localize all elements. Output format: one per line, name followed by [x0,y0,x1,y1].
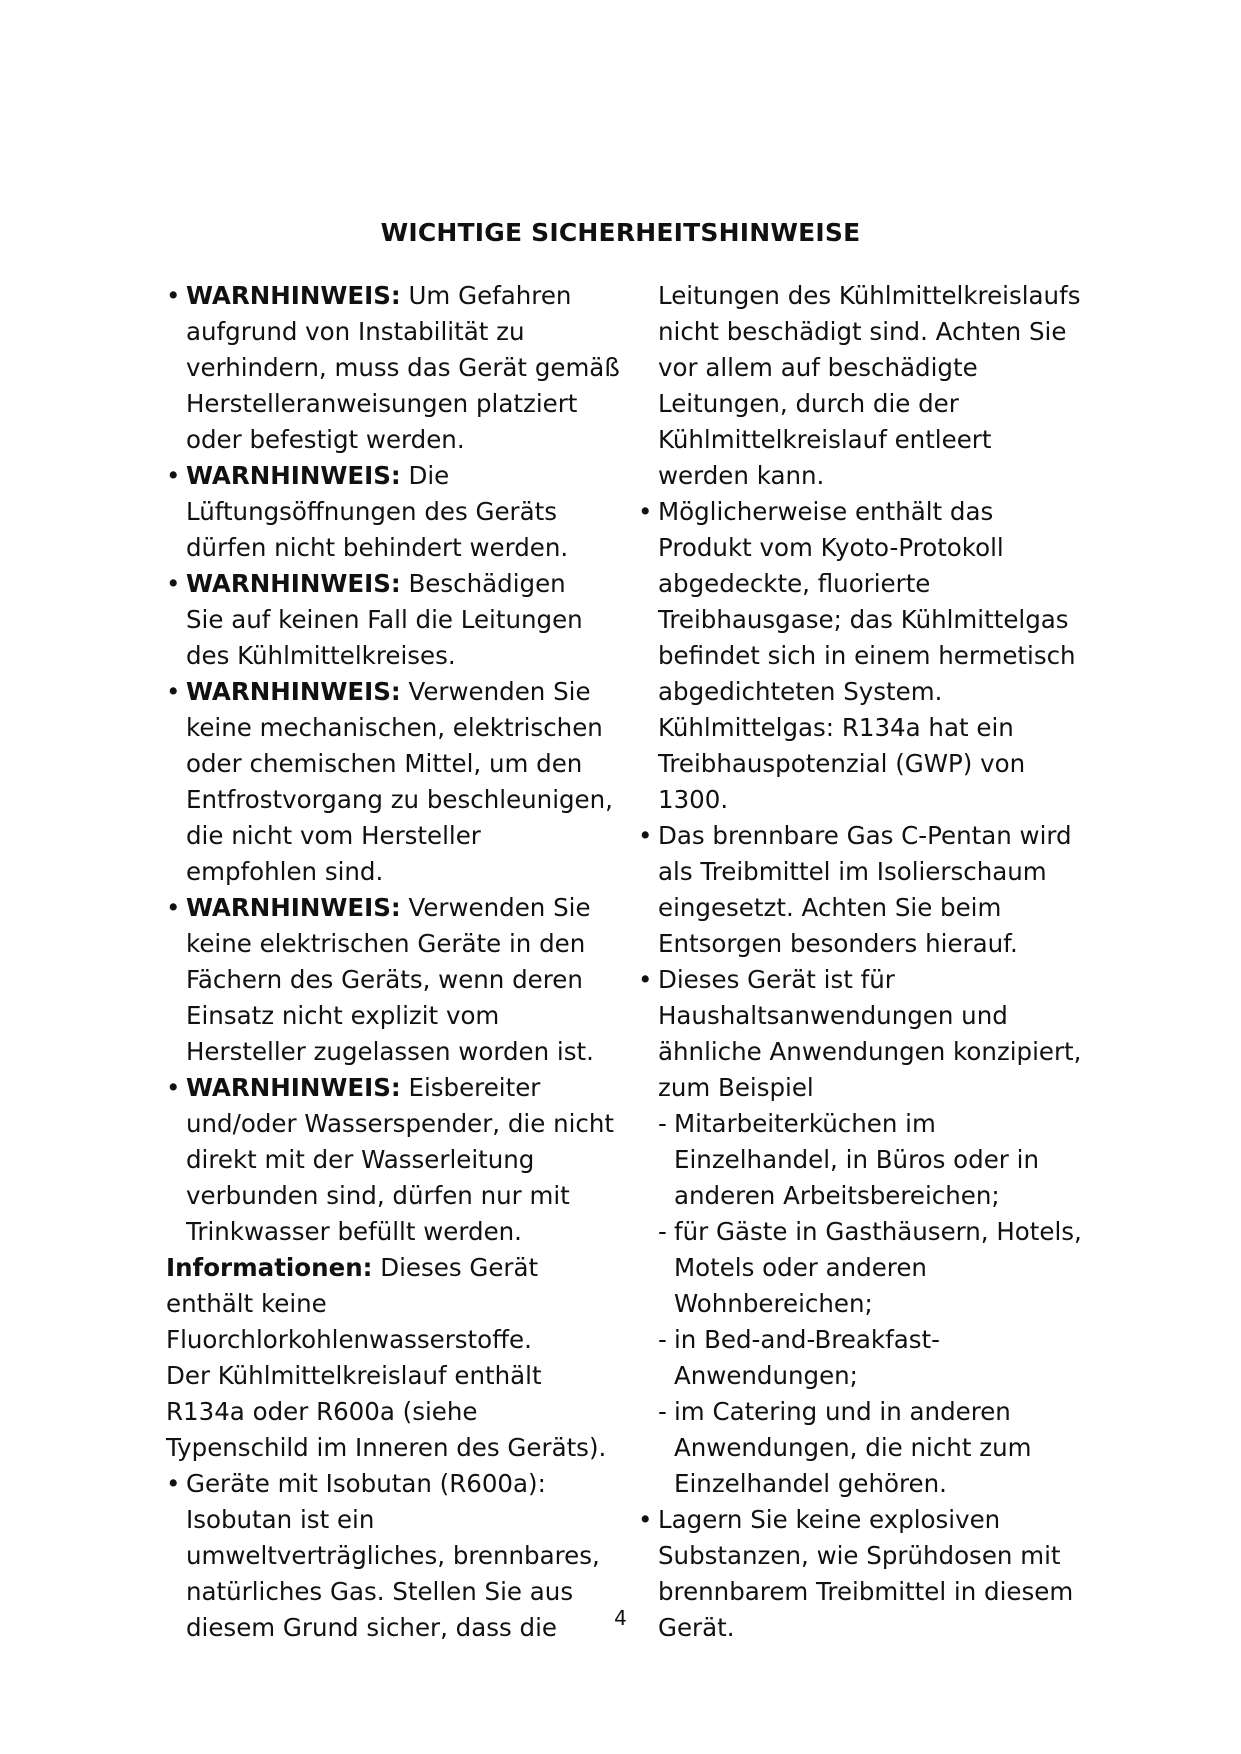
kyoto-text: abgedeckte, fluorierte [658,569,931,598]
explosive-text: brennbarem Treibmittel in diesem [658,1577,1074,1606]
warning-text: und/oder Wasserspender, die nicht [186,1109,615,1138]
warning-text: direkt mit der Wasserleitung [186,1145,535,1174]
info-text: Der Kühlmittelkreislauf enthält [166,1361,542,1390]
household-text: Dieses Gerät ist für [658,965,895,994]
dash-icon: - [658,1325,667,1354]
isobutan-text: Isobutan ist ein [186,1505,375,1534]
isobutan-text: Geräte mit Isobutan (R600a): [186,1469,546,1498]
bullet-icon: • [638,821,653,850]
example-text: Einzelhandel, in Büros oder in [674,1145,1039,1174]
kyoto-text: befindet sich in einem hermetisch [658,641,1076,670]
warning-text: Beschädigen [408,569,566,598]
page-title: WICHTIGE SICHERHEITSHINWEISE [380,218,861,247]
dash-icon: - [658,1397,667,1426]
kyoto-text: abgedichteten System. [658,677,943,706]
warning-text: keine mechanischen, elektrischen [186,713,603,742]
kyoto-text: Produkt vom Kyoto-Protokoll [658,533,1004,562]
explosive-text: Substanzen, wie Sprühdosen mit [658,1541,1061,1570]
warning-text: die nicht vom Hersteller [186,821,481,850]
pentan-text: Das brennbare Gas C-Pentan wird [658,821,1072,850]
bullet-icon: • [166,1073,181,1102]
info-text: Fluorchlorkohlenwasserstoffe. [166,1325,532,1354]
example-list-item [638,1394,1088,1502]
warning-item [166,458,626,566]
info-text: enthält keine [166,1289,327,1318]
kyoto-text: Treibhausgase; das Kühlmittelgas [658,605,1069,634]
info-text: Typenschild im Inneren des Geräts). [166,1433,607,1462]
isobutan-text: diesem Grund sicher, dass die [186,1613,557,1642]
info-label: Informationen: [166,1253,373,1282]
kyoto-text: Treibhauspotenzial (GWP) von [658,749,1026,778]
explosive-text: Lagern Sie keine explosiven [658,1505,1001,1534]
pentan-text: Entsorgen besonders hierauf. [658,929,1018,958]
example-text: Mitarbeiterküchen im [674,1109,936,1138]
warning-text: empfohlen sind. [186,857,384,886]
kyoto-text: Möglicherweise enthält das [658,497,994,526]
example-text: in Bed-and-Breakfast- [674,1325,940,1354]
warning-text: Entfrostvorgang zu beschleunigen, [186,785,613,814]
warning-text: dürfen nicht behindert werden. [186,533,569,562]
warning-text: Fächern des Geräts, wenn deren [186,965,583,994]
warning-item [166,566,626,674]
isobutan-text: umweltverträgliches, brennbares, [186,1541,600,1570]
warning-label: WARNHINWEIS: [186,569,401,598]
warning-text: Verwenden Sie [408,893,591,922]
bullet-icon: • [166,281,181,310]
example-list-item [638,1214,1088,1322]
example-text: Wohnbereichen; [674,1289,873,1318]
example-text: Einzelhandel gehören. [674,1469,947,1498]
warning-text: Herstelleranweisungen platziert [186,389,578,418]
warning-text: oder chemischen Mittel, um den [186,749,583,778]
continuation-text: nicht beschädigt sind. Achten Sie [658,317,1067,346]
warning-label: WARNHINWEIS: [186,281,401,310]
warning-text: Verwenden Sie [408,677,591,706]
kyoto-text: Kühlmittelgas: R134a hat ein [658,713,1014,742]
kyoto-text: 1300. [658,785,729,814]
bullet-icon: • [638,497,653,526]
warning-text: Lüftungsöffnungen des Geräts [186,497,558,526]
dash-icon: - [658,1109,667,1138]
warning-item [166,1070,626,1250]
warning-label: WARNHINWEIS: [186,1073,401,1102]
household-text: Haushaltsanwendungen und [658,1001,1008,1030]
pentan-text: eingesetzt. Achten Sie beim [658,893,1002,922]
info-paragraph [166,1250,626,1466]
warning-text: Um Gefahren [408,281,572,310]
example-text: im Catering und in anderen [674,1397,1011,1426]
warning-text: verhindern, muss das Gerät gemäß [186,353,620,382]
example-text: Anwendungen, die nicht zum [674,1433,1032,1462]
warning-text: Trinkwasser befüllt werden. [186,1217,522,1246]
isobutan-continuation [638,278,1088,494]
warning-item [166,674,626,890]
right-column [638,278,1088,1646]
example-text: Anwendungen; [674,1361,858,1390]
bullet-icon: • [166,569,181,598]
continuation-text: werden kann. [658,461,825,490]
bullet-icon: • [166,461,181,490]
warning-item [166,890,626,1070]
warning-text: aufgrund von Instabilität zu [186,317,525,346]
continuation-text: Leitungen, durch die der [658,389,959,418]
warning-text: Hersteller zugelassen worden ist. [186,1037,594,1066]
example-text: anderen Arbeitsbereichen; [674,1181,1000,1210]
warning-text: Einsatz nicht explizit vom [186,1001,500,1030]
warning-text: des Kühlmittelkreises. [186,641,456,670]
isobutan-text: natürliches Gas. Stellen Sie aus [186,1577,574,1606]
bullet-icon: • [638,965,653,994]
bullet-icon: • [638,1505,653,1534]
bullet-icon: • [166,1469,181,1498]
info-text: Dieses Gerät [380,1253,539,1282]
bullet-icon: • [166,677,181,706]
warning-text: keine elektrischen Geräte in den [186,929,586,958]
household-text: ähnliche Anwendungen konzipiert, [658,1037,1082,1066]
info-text: R134a oder R600a (siehe [166,1397,478,1426]
continuation-text: Leitungen des Kühlmittelkreislaufs [658,281,1081,310]
pentan-text: als Treibmittel im Isolierschaum [658,857,1047,886]
example-list-item [638,1322,1088,1394]
warning-text: verbunden sind, dürfen nur mit [186,1181,570,1210]
example-list-item [638,1106,1088,1214]
pentan-item [638,818,1088,962]
continuation-text: vor allem auf beschädigte [658,353,978,382]
example-text: Motels oder anderen [674,1253,927,1282]
example-text: für Gäste in Gasthäusern, Hotels, [674,1217,1082,1246]
explosive-text: Gerät. [658,1613,735,1642]
left-column [166,278,626,1646]
household-text: zum Beispiel [658,1073,814,1102]
household-item [638,962,1088,1106]
continuation-text: Kühlmittelkreislauf entleert [658,425,992,454]
warning-label: WARNHINWEIS: [186,677,401,706]
warning-text: Die [408,461,450,490]
dash-icon: - [658,1217,667,1246]
warning-label: WARNHINWEIS: [186,461,401,490]
kyoto-item [638,494,1088,818]
warning-item [166,278,626,458]
warning-text: oder befestigt werden. [186,425,465,454]
warning-label: WARNHINWEIS: [186,893,401,922]
page-number: 4 [614,1606,627,1630]
warning-text: Sie auf keinen Fall die Leitungen [186,605,583,634]
warning-text: Eisbereiter [408,1073,541,1102]
bullet-icon: • [166,893,181,922]
